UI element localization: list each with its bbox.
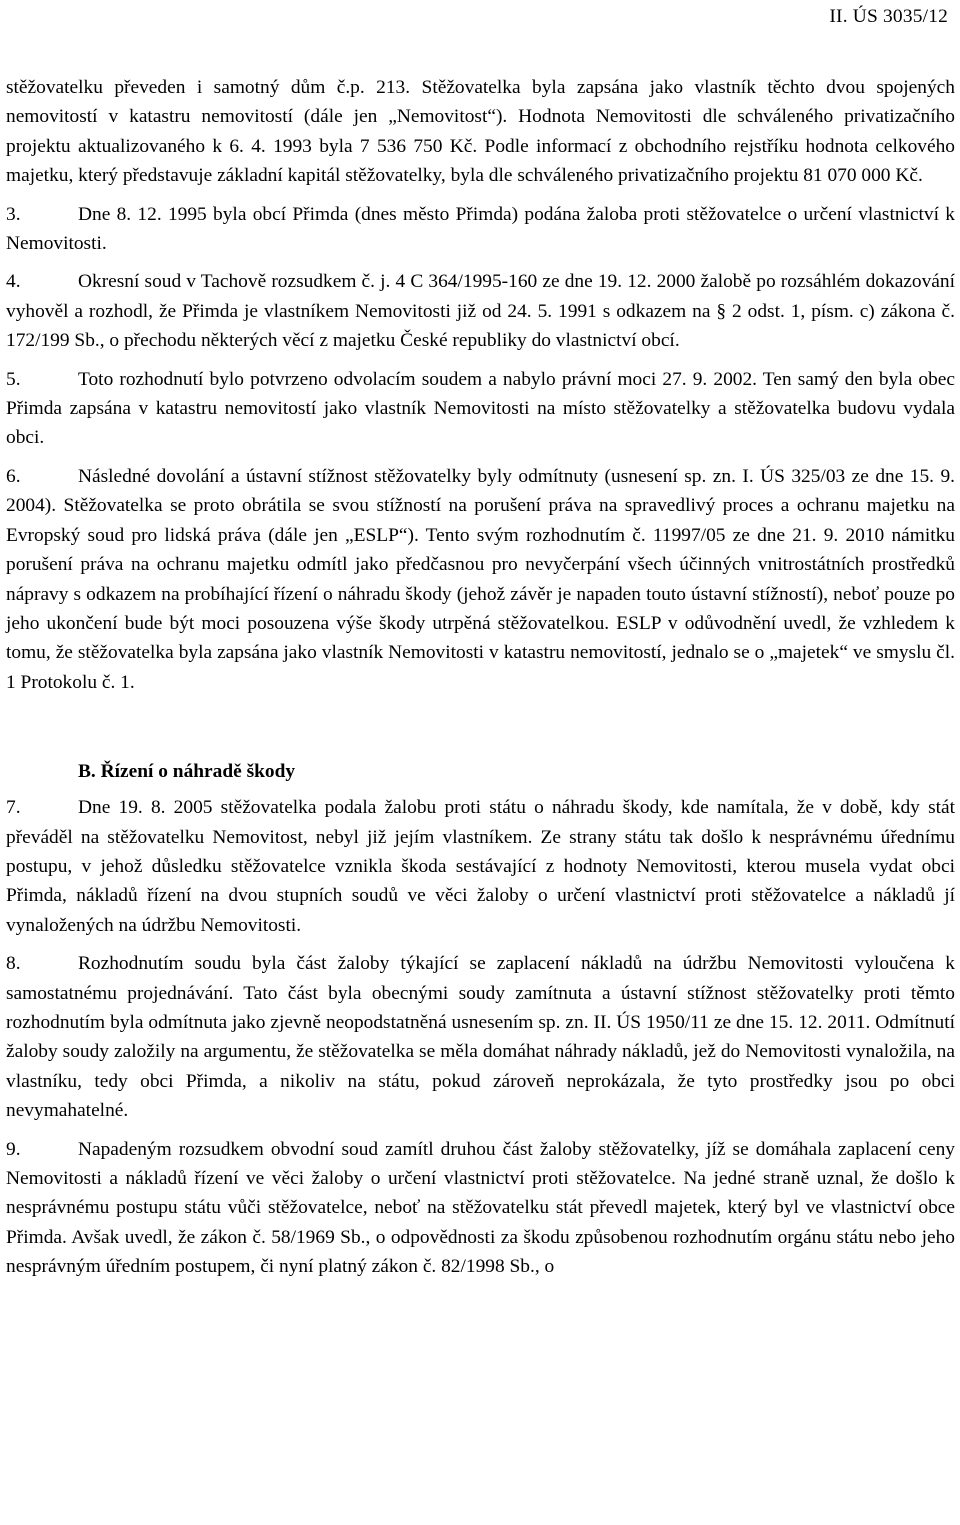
paragraph-number: 4. [6, 271, 21, 293]
paragraph-4 [6, 267, 955, 355]
paragraph-text: Okresní soud v Tachově rozsudkem č. j. 4 C 364/1995-160 ze dne 19. 12. 2000 žalobě po rozsáhlém dokazování vyhověl a rozhodl, že Přimda je vlastníkem Nemovitosti již od 24. 5. 1991 s odkazem na § 2 odst. 1, písm. c) zákona č. 172/199 Sb., o přechodu některých věcí z majetku České republiky do vlastnictví obcí. [6, 271, 955, 352]
paragraph-7 [6, 793, 955, 940]
paragraph-text: Rozhodnutím soudu byla část žaloby týkající se zaplacení nákladů na údržbu Nemovitosti vyloučena k samostatnému projednávání. Tato část byla obecnými soudy zamítnuta a ústavní stížnost stěžovatelky proti těmto rozhodnutím byla odmítnuta jako zjevně neopodstatněná usnesením sp. zn. II. ÚS 1950/11 ze dne 15. 12. 2011. Odmítnutí žaloby soudy založily na argumentu, že stěžovatelka se měla domáhat náhrady nákladů, jež do Nemovitosti vynaložila, na vlastníku, tedy obci Přimda, a nikoliv na státu, pokud zároveň neprokázala, že tyto prostředky jsou po obci nevymahatelné. [6, 953, 955, 1122]
paragraph-8 [6, 949, 955, 1125]
paragraph-number: 6. [6, 465, 21, 487]
paragraph-9 [6, 1135, 955, 1282]
paragraph-number: 9. [6, 1138, 21, 1160]
paragraph-text: Dne 19. 8. 2005 stěžovatelka podala žalobu proti státu o náhradu škody, kde namítala, že v době, kdy stát převáděl na stěžovatelku Nemovitost, nebyl již jejím vlastníkem. Ze strany státu tak došlo k nesprávnému úřednímu postupu, v jehož důsledku stěžovatelce vznikla škoda sestávající z hodnoty Nemovitosti, kterou musela vydat obci Přimda, nákladů řízení na dvou stupních soudů ve věci žaloby o určení vlastnictví proti stěžovatelce a nákladů jí vynaložených na údržbu Nemovitosti. [6, 797, 955, 936]
paragraph-text: Napadeným rozsudkem obvodní soud zamítl druhou část žaloby stěžovatelky, jíž se domáhala zaplacení ceny Nemovitosti a nákladů řízení ve věci žaloby o určení vlastnictví proti stěžovatelce. Na jedné straně uznal, že došlo k nesprávnému postupu státu vůči stěžovatelce, neboť na stěžovatelku stát převedl majetek, který byl ve vlastnictví obce Přimda. Avšak uvedl, že zákon č. 58/1969 Sb., o odpovědnosti za škodu způsobenou rozhodnutím orgánu státu nebo jeho nesprávným úředním postupem, či nyní platný zákon č. 82/1998 Sb., o [6, 1138, 955, 1278]
paragraph-6 [6, 462, 955, 697]
paragraph-5 [6, 365, 955, 453]
paragraph-3 [6, 200, 955, 259]
paragraph-text: Následné dovolání a ústavní stížnost stěžovatelky byly odmítnuty (usnesení sp. zn. I. ÚS 325/03 ze dne 15. 9. 2004). Stěžovatelka se proto obrátila se svou stížností na porušení práva na spravedlivý proces a ochranu majetku na Evropský soud pro lidská práva (dále jen „ESLP“). Tento svým rozhodnutím č. 11997/05 ze dne 21. 9. 2010 námitku porušení práva na ochranu majetku odmítl jako předčasnou pro nevyčerpání všech účinných vnitrostátních prostředků nápravy s odkazem na probíhající řízení o náhradu škody (jehož závěr je napaden touto ústavní stížností), neboť pouze po jeho ukončení bude být moci posouzena výše škody utrpěná stěžovatelkou. ESLP v odůvodnění uvedl, že vzhledem k tomu, že stěžovatelka byla zapsána jako vlastník Nemovitosti v katastru nemovitostí, jednalo se o „majetek“ ve smyslu čl. 1 Protokolu č. 1. [6, 465, 955, 693]
document-body [6, 73, 955, 1282]
paragraph-number: 8. [6, 953, 21, 975]
document-reference: II. ÚS 3035/12 [829, 6, 948, 27]
paragraph-number: 5. [6, 368, 21, 390]
paragraph-number: 7. [6, 797, 21, 819]
paragraph-continuation: stěžovatelku převeden i samotný dům č.p. 213. Stěžovatelka byla zapsána jako vlastník těchto dvou spojených nemovitostí v katastru nemovitostí (dále jen „Nemovitost“). Hodnota Nemovitosti dle schváleného privatizačního projektu aktualizovaného k 6. 4. 1993 byla 7 536 750 Kč. Podle informací z obchodního rejstříku hodnota celkového majetku, který představuje základní kapitál stěžovatelky, byla dle schváleného privatizačního projektu 81 070 000 Kč. [6, 77, 955, 187]
paragraph-text: Dne 8. 12. 1995 byla obcí Přimda (dnes město Přimda) podána žaloba proti stěžovatelce o určení vlastnictví k Nemovitosti. [6, 203, 955, 255]
section-heading: B. Řízení o náhradě škody [78, 761, 296, 783]
paragraph-number: 3. [6, 203, 21, 225]
paragraph-text: Toto rozhodnutí bylo potvrzeno odvolacím soudem a nabylo právní moci 27. 9. 2002. Ten samý den byla obec Přimda zapsána v katastru nemovitostí jako vlastník Nemovitosti na místo stěžovatelky a stěžovatelka budovu vydala obci. [6, 368, 955, 449]
